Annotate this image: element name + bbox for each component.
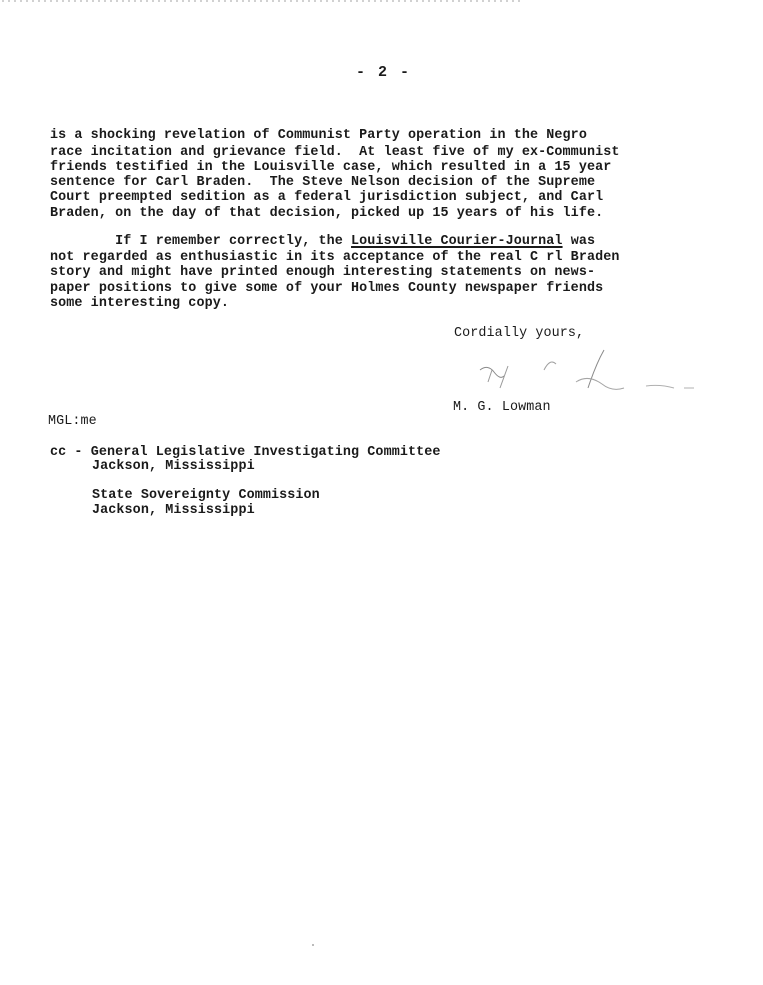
paragraph2-line-4: paper positions to give some of your Holmes County newspaper friends — [50, 281, 604, 296]
paragraph2-line-3: story and might have printed enough interesting statements on news- — [50, 265, 596, 280]
page-number: - 2 - — [356, 64, 412, 81]
paragraph2-line-1-prefix: If I remember correctly, the — [50, 234, 352, 249]
paragraph2-line-1-suffix: was — [562, 234, 596, 249]
paragraph1-line-1: is a shocking revelation of Communist Party operation in the Negro — [50, 128, 587, 143]
paragraph2-line-5: some interesting copy. — [50, 296, 229, 311]
scan-edge-marks — [0, 0, 520, 2]
paragraph1-line-6: Braden, on the day of that decision, picked up 15 years of his life. — [50, 206, 604, 221]
cc-recipient-2-location: Jackson, Mississippi — [92, 503, 255, 518]
cc-label: cc - — [50, 445, 91, 460]
newspaper-name: Louisville Courier-Journal — [351, 234, 563, 249]
paragraph1-line-4: sentence for Carl Braden. The Steve Nelson decision of the Supreme — [50, 175, 596, 190]
signer-name: M. G. Lowman — [453, 400, 551, 415]
paragraph1-line-3: friends testified in the Louisville case, which resulted in a 15 year — [50, 160, 612, 175]
paragraph2-line-1 — [50, 234, 595, 249]
cc-recipient-1-name: General Legislative Investigating Committee — [90, 445, 441, 460]
paragraph2-line-2: not regarded as enthusiastic in its acceptance of the real C rl Braden — [50, 250, 620, 265]
closing: Cordially yours, — [454, 326, 585, 341]
handwritten-signature — [470, 348, 700, 408]
cc-recipient-1-location: Jackson, Mississippi — [92, 459, 255, 474]
scan-speck — [312, 944, 314, 946]
paragraph1-line-2: race incitation and grievance field. At least five of my ex-Communist — [50, 145, 620, 160]
paragraph1-line-5: Court preempted sedition as a federal jurisdiction subject, and Carl — [50, 190, 604, 205]
cc-recipient-2-name: State Sovereignty Commission — [92, 488, 320, 503]
cc-recipient-1 — [50, 445, 441, 460]
typist-initials: MGL:me — [48, 414, 97, 429]
